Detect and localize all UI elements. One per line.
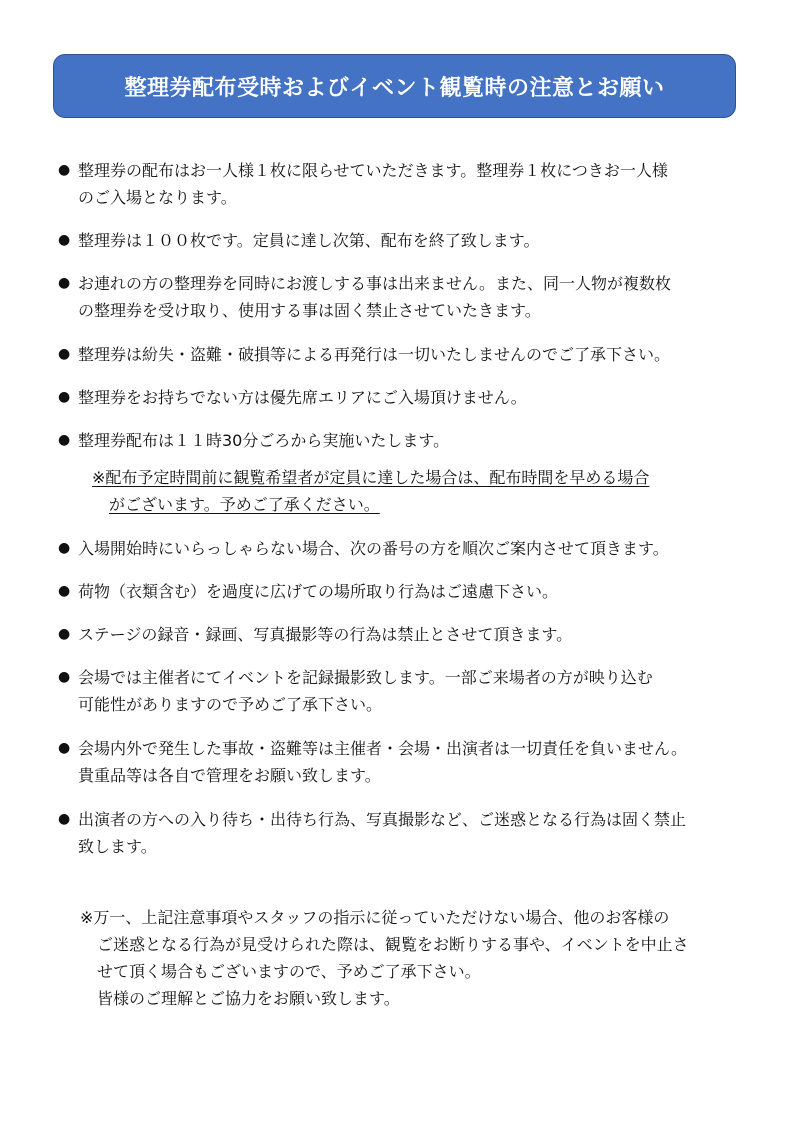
list-item-line: 会場では主催者にてイベントを記録撮影致します。一部ご来場者の方が映り込む	[78, 668, 653, 687]
bullet-icon: ●	[58, 162, 71, 178]
footer-note-line: せて頂く場合もございますので、予めご了承下さい。	[97, 962, 481, 981]
list-item	[58, 341, 738, 368]
bullet-icon: ●	[58, 583, 71, 599]
list-item-line: の整理券を受け取り、使用する事は固く禁止させていたきます。	[78, 301, 541, 320]
footer-note	[80, 904, 740, 1012]
page-title: 整理券配布受時およびイベント観覧時の注意とお願い	[53, 54, 736, 118]
list-item-line: 整理券の配布はお一人様１枚に限らせていただきます。整理券１枚につきお一人様	[78, 161, 668, 180]
list-item-line: 入場開始時にいらっしゃらない場合、次の番号の方を順次ご案内させて頂きます。	[78, 539, 669, 558]
distribution-note-line: がございます。予めご了承ください。	[109, 495, 380, 514]
list-item-line: のご入場となります。	[78, 188, 237, 207]
bullet-icon: ●	[58, 811, 71, 827]
list-item	[58, 535, 738, 562]
list-item-line: 荷物（衣類含む）を過度に広げての場所取り行為はご遠慮下さい。	[78, 582, 559, 601]
bullet-icon: ●	[58, 232, 71, 248]
list-item	[58, 270, 738, 324]
list-item	[58, 621, 738, 648]
list-item-line: 可能性がありますので予めご了承下さい。	[78, 695, 383, 714]
bullet-icon: ●	[58, 540, 71, 556]
bullet-icon: ●	[58, 626, 71, 642]
footer-note-line: 皆様のご理解とご協力をお願い致します。	[97, 989, 400, 1008]
list-item	[58, 384, 738, 411]
bullet-icon: ●	[58, 346, 71, 362]
list-item-line: 整理券配布は１１時30分ごろから実施いたします。	[78, 431, 450, 450]
bullet-icon: ●	[58, 740, 71, 756]
list-item	[58, 578, 738, 605]
list-item	[58, 806, 738, 860]
list-item	[58, 157, 738, 211]
list-item-line: 出演者の方への入り待ち・出待ち行為、写真撮影など、ご迷惑となる行為は固く禁止	[78, 810, 687, 829]
bullet-icon: ●	[58, 432, 71, 448]
list-item	[58, 227, 738, 254]
list-item-line: 整理券は紛失・盗難・破損等による再発行は一切いたしませんのでご了承下さい。	[78, 345, 671, 364]
footer-note-line: ご迷惑となる行為が見受けられた際は、観覧をお断りする事や、イベントを中止さ	[97, 935, 689, 954]
list-item	[58, 427, 738, 454]
list-item-line: 整理券をお持ちでない方は優先席エリアにご入場頂けません。	[78, 388, 527, 407]
bullet-icon: ●	[58, 389, 71, 405]
bullet-icon: ●	[58, 275, 71, 291]
list-item-line: お連れの方の整理券を同時にお渡しする事は出来ません。また、同一人物が複数枚	[78, 274, 671, 293]
list-item-line: 整理券は１００枚です。定員に達し次第、配布を終了致します。	[78, 231, 540, 250]
list-item	[58, 735, 738, 789]
list-item-line: ステージの録音・録画、写真撮影等の行為は禁止とさせて頂きます。	[78, 625, 573, 644]
distribution-note-line: ※配布予定時間前に観覧希望者が定員に達した場合は、配布時間を早める場合	[92, 468, 650, 487]
list-item-line: 会場内外で発生した事故・盗難等は主催者・会場・出演者は一切責任を負いません。	[78, 739, 687, 758]
footer-note-line: ※万一、上記注意事項やスタッフの指示に従っていただけない場合、他のお客様の	[80, 908, 670, 927]
list-item	[58, 664, 738, 718]
list-item-line: 致します。	[78, 837, 157, 856]
distribution-note	[92, 464, 732, 518]
bullet-icon: ●	[58, 669, 71, 685]
list-item-line: 貴重品等は各自で管理をお願い致します。	[78, 766, 381, 785]
